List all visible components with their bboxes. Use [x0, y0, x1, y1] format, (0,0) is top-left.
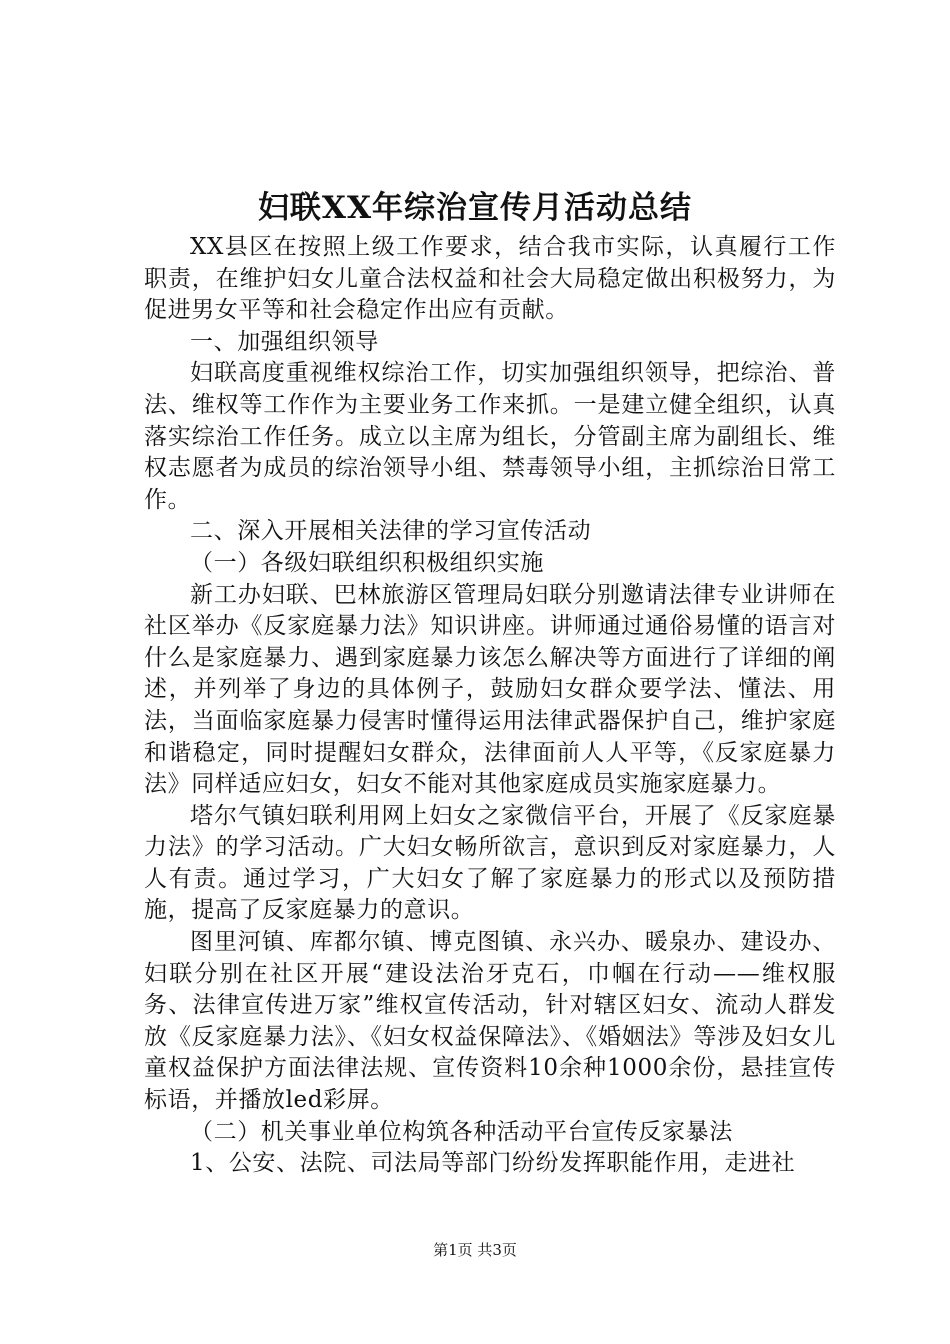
subsection-heading-1: （一）各级妇联组织积极组织实施: [190, 549, 544, 576]
paragraph-campaign: 图里河镇、库都尔镇、博克图镇、永兴办、暖泉办、建设办、妇联分别在社区开展“建设法治牙克石，巾帼在行动——维权服务、法律宣传进万家”维权宣传活动，针对辖区妇女、流动人群发放《反家庭暴力法》、《妇女权益保障法》、《婚姻法》等涉及妇女儿童权益保护方面法律法规、宣传资料10余种1000余份，悬挂宣传标语，并播放led彩屏。: [144, 929, 836, 1114]
document-title: 妇联XX年综治宣传月活动总结: [257, 190, 693, 226]
paragraph-lecture: 新工办妇联、巴林旅游区管理局妇联分别邀请法律专业讲师在社区举办《反家庭暴力法》知识讲座。讲师通过通俗易懂的语言对什么是家庭暴力、遇到家庭暴力该怎么解决等方面进行了详细的阐述，并列举了身边的具体例子，鼓励妇女群众要学法、懂法、用法，当面临家庭暴力侵害时懂得运用法律武器保护自己，维护家庭和谐稳定，同时提醒妇女群众，法律面前人人平等，《反家庭暴力法》同样适应妇女，妇女不能对其他家庭成员实施家庭暴力。: [144, 581, 836, 798]
section-heading-2: 二、深入开展相关法律的学习宣传活动: [190, 518, 592, 545]
page-footer: 第1页 共3页: [433, 1241, 517, 1259]
subsection-heading-2: （二）机关事业单位构筑各种活动平台宣传反家暴法: [190, 1118, 733, 1145]
paragraph-intro: XX县区在按照上级工作要求，结合我市实际，认真履行工作职责，在维护妇女儿童合法权益和社会大局稳定做出积极努力，为促进男女平等和社会稳定作出应有贡献。: [144, 234, 836, 324]
document-body: [144, 232, 836, 1180]
paragraph-departments: 1、公安、法院、司法局等部门纷纷发挥职能作用，走进社: [190, 1150, 796, 1177]
section-heading-1: 一、加强组织领导: [190, 328, 379, 355]
paragraph-wechat: 塔尔气镇妇联利用网上妇女之家微信平台，开展了《反家庭暴力法》的学习活动。广大妇女畅所欲言，意识到反对家庭暴力，人人有责。通过学习，广大妇女了解了家庭暴力的形式以及预防措施，提高了反家庭暴力的意识。: [144, 802, 836, 924]
paragraph-organization: 妇联高度重视维权综治工作，切实加强组织领导，把综治、普法、维权等工作作为主要业务工作来抓。一是建立健全组织，认真落实综治工作任务。成立以主席为组长，分管副主席为副组长、维权志愿者为成员的综治领导小组、禁毒领导小组，主抓综治日常工作。: [144, 360, 836, 513]
